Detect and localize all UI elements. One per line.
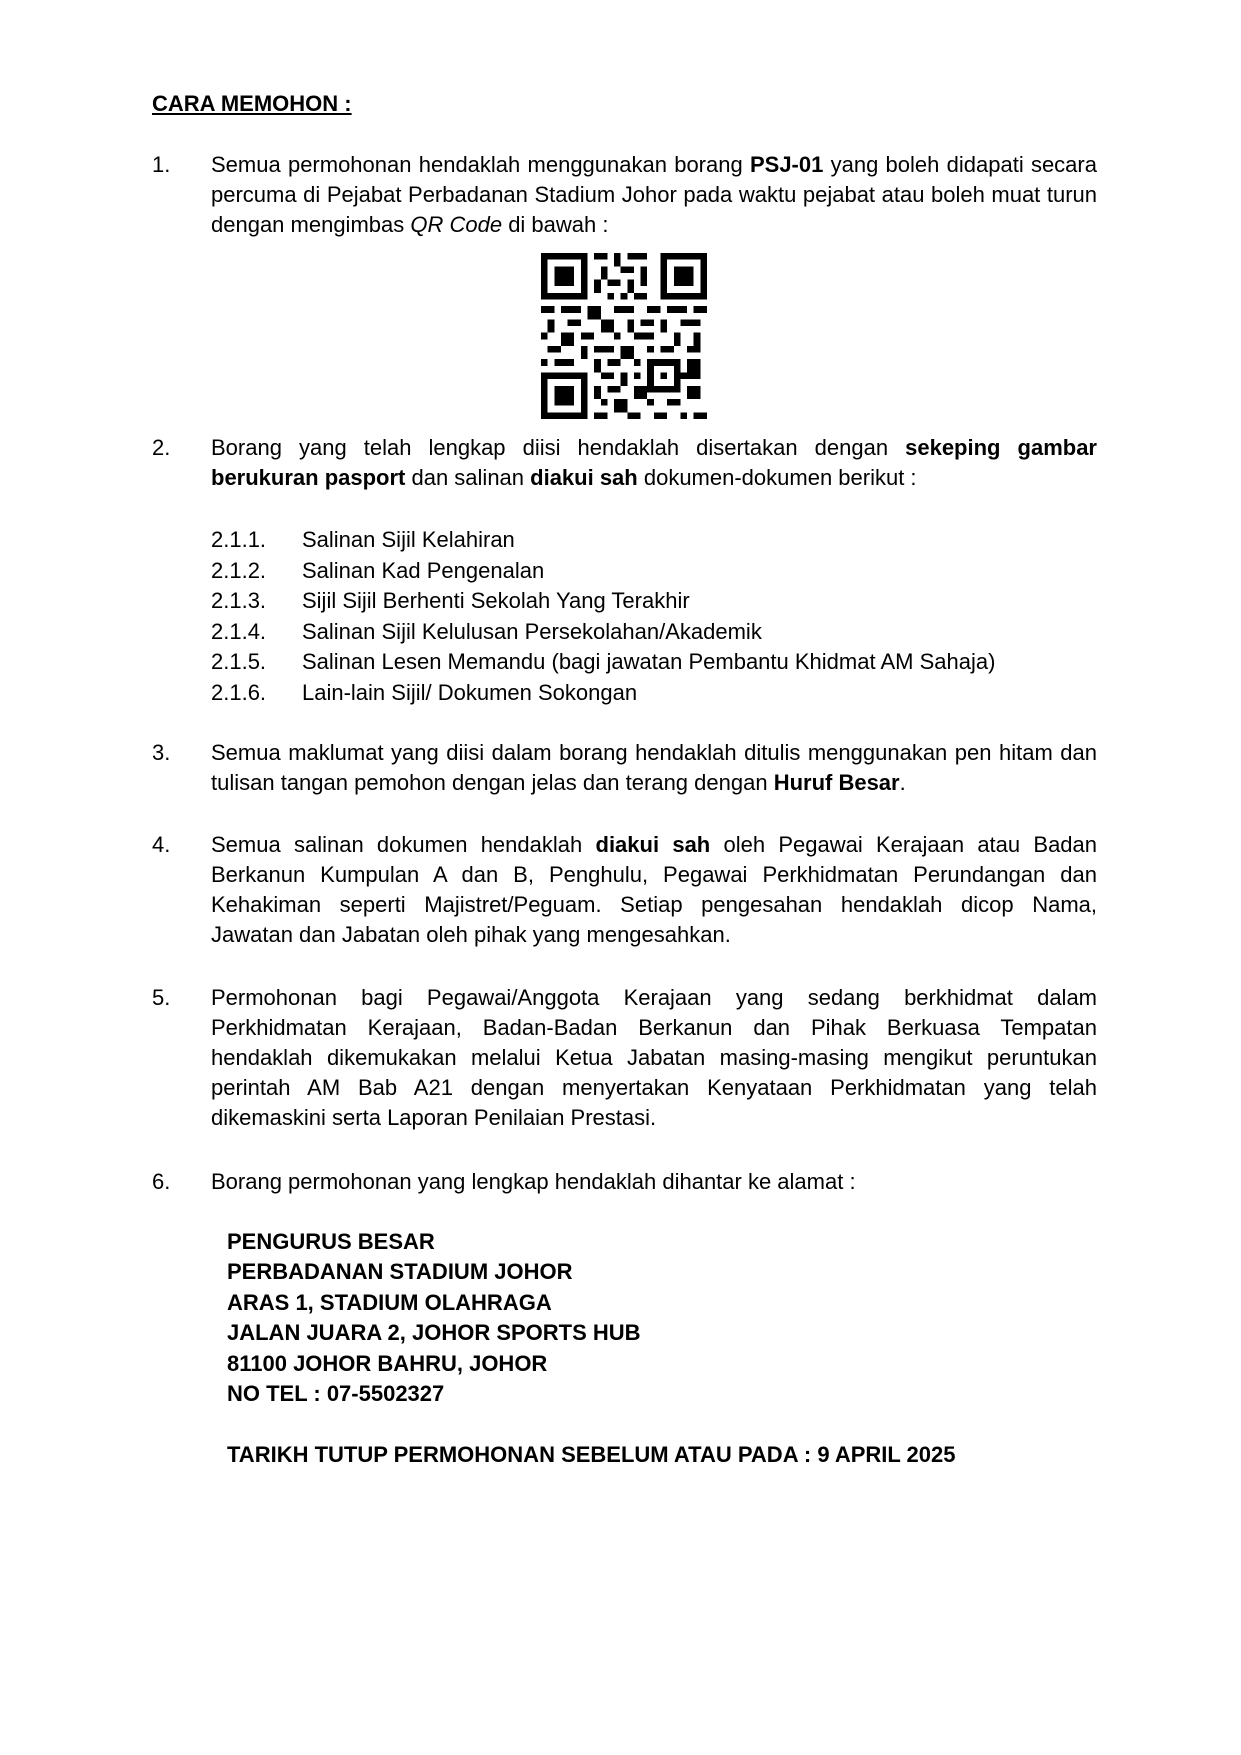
address-line: JALAN JUARA 2, JOHOR SPORTS HUB (227, 1320, 641, 1346)
item-text: Borang yang telah lengkap diisi hendaklah disertakan dengan sekeping gambar berukuran pasport dan salinan diakui sah dokumen-dokumen berikut : (211, 435, 1097, 490)
item-number: 5. (152, 985, 171, 1010)
sublist-item (211, 586, 1111, 617)
sublist-text: Salinan Kad Pengenalan (302, 557, 545, 583)
item-text: Semua permohonan hendaklah menggunakan borang PSJ-01 yang boleh didapati secara percuma di Pejabat Perbadanan Stadium Johor pada waktu pejabat atau boleh muat turun dengan mengimbas QR Code di bawah : (211, 152, 1097, 237)
sublist-number: 2.1.6. (211, 679, 267, 705)
document-sublist (211, 525, 1111, 709)
address-line: NO TEL : 07-5502327 (227, 1380, 445, 1406)
sublist-item (211, 678, 1111, 709)
item-text: Borang permohonan yang lengkap hendaklah dihantar ke alamat : (211, 1169, 856, 1194)
item-number: 4. (152, 832, 171, 857)
sublist-number: 2.1.4. (211, 618, 267, 644)
address-line: PENGURUS BESAR (227, 1229, 435, 1254)
sublist-item (211, 525, 1111, 556)
item-number: 2. (152, 435, 171, 460)
qr-code-icon (541, 253, 707, 419)
sublist-text: Lain-lain Sijil/ Dokumen Sokongan (302, 679, 638, 705)
sublist-text: Salinan Sijil Kelahiran (302, 527, 515, 552)
item-number: 6. (152, 1169, 171, 1194)
item-text: Semua salinan dokumen hendaklah diakui sah oleh Pegawai Kerajaan atau Badan Berkanun Kumpulan A dan B, Penghulu, Pegawai Perkhidmatan Perundangan dan Kehakiman seperti Majistret/Peguam. Setiap pengesahan hendaklah dicop Nama, Jawatan dan Jabatan oleh pihak yang mengesahkan. (211, 832, 1098, 947)
page-title: CARA MEMOHON : (152, 91, 352, 116)
item-number: 1. (152, 152, 171, 177)
sublist-item (211, 647, 1111, 678)
item-text: Permohonan bagi Pegawai/Anggota Kerajaan yang sedang berkhidmat dalam Perkhidmatan Kerajaan, Badan-Badan Berkanun dan Pihak Berkuasa Tempatan hendaklah dikemukakan melalui Ketua Jabatan masing-masing mengikut peruntukan perintah AM Bab A21 dengan menyertakan Kenyataan Perkhidmatan yang telah dikemaskini serta Laporan Penilaian Prestasi. (211, 985, 1097, 1130)
sublist-item (211, 556, 1111, 587)
sublist-item (211, 617, 1111, 648)
sublist-number: 2.1.1. (211, 527, 267, 552)
sublist-number: 2.1.2. (211, 557, 267, 583)
sublist-text: Sijil Sijil Berhenti Sekolah Yang Terakhir (302, 588, 690, 614)
address-line: ARAS 1, STADIUM OLAHRAGA (227, 1289, 552, 1315)
item-number: 3. (152, 740, 171, 765)
item-text: Semua maklumat yang diisi dalam borang hendaklah ditulis menggunakan pen hitam dan tulisan tangan pemohon dengan jelas dan terang dengan Huruf Besar. (211, 740, 1097, 795)
mailing-address (227, 1227, 641, 1409)
address-line: 81100 JOHOR BAHRU, JOHOR (227, 1350, 548, 1376)
sublist-text: Salinan Lesen Memandu (bagi jawatan Pembantu Khidmat AM Sahaja) (302, 649, 996, 675)
closing-date: TARIKH TUTUP PERMOHONAN SEBELUM ATAU PADA : 9 APRIL 2025 (227, 1442, 956, 1467)
sublist-text: Salinan Sijil Kelulusan Persekolahan/Akademik (302, 618, 762, 644)
sublist-number: 2.1.5. (211, 649, 267, 675)
sublist-number: 2.1.3. (211, 588, 267, 614)
address-line: PERBADANAN STADIUM JOHOR (227, 1259, 573, 1285)
